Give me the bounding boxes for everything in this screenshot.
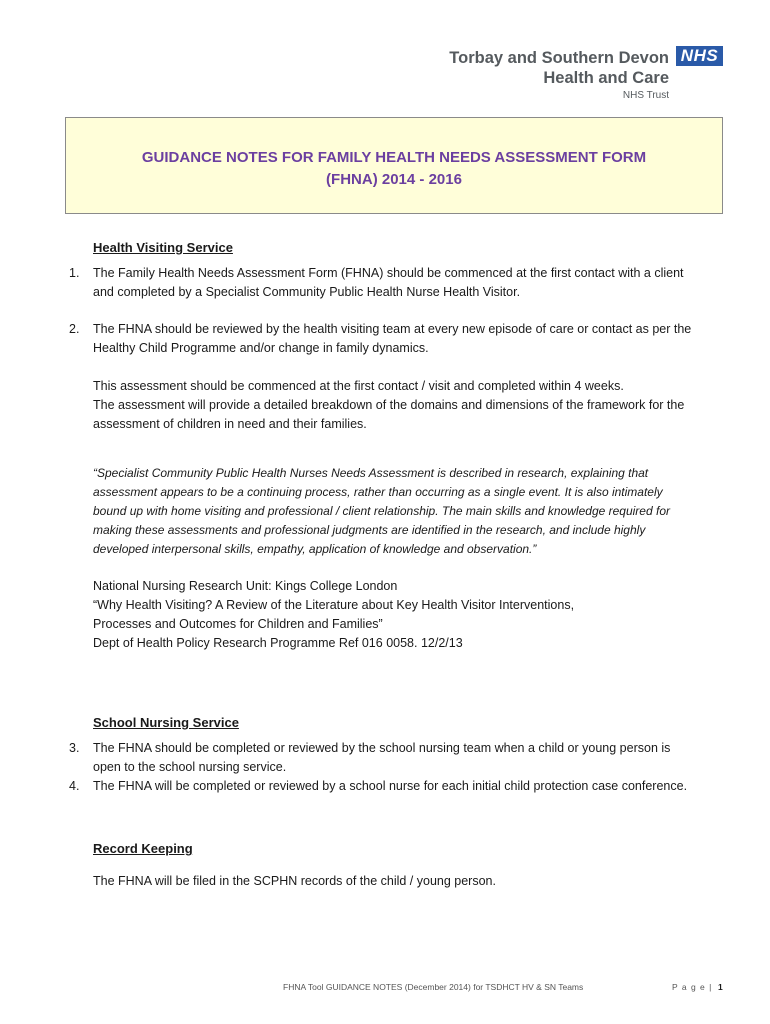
item-1-line-2: and completed by a Specialist Community Public Health Nurse Health Visitor. bbox=[93, 285, 521, 299]
record-keeping-text: The FHNA will be filed in the SCPHN records of the child / young person. bbox=[93, 874, 496, 888]
quote-line-5: developed interpersonal skills, empathy, application of knowledge and observation.” bbox=[93, 542, 537, 556]
section-heading-record-keeping: Record Keeping bbox=[93, 841, 193, 856]
item-number-1: 1. bbox=[69, 266, 80, 280]
quote-line-4: making these assessments and professional judgments are identified in the research, and include highly bbox=[93, 523, 646, 537]
assessment-para-line-1: This assessment should be commenced at the first contact / visit and completed within 4 weeks. bbox=[93, 379, 624, 393]
assessment-para-line-3: assessment of children in need and their families. bbox=[93, 417, 367, 431]
page-number: 1 bbox=[718, 982, 723, 992]
item-4-line-1: The FHNA will be completed or reviewed by a school nurse for each initial child protection case conference. bbox=[93, 779, 688, 793]
item-number-3: 3. bbox=[69, 741, 80, 755]
logo-line-3: NHS Trust bbox=[622, 90, 669, 101]
quote-line-3: bound up with home visiting and professional / client relationship. The main skills and knowledge required for bbox=[93, 504, 670, 518]
document-title-line-1: GUIDANCE NOTES FOR FAMILY HEALTH NEEDS ASSESSMENT FORM bbox=[141, 149, 647, 166]
item-2-line-1: The FHNA should be reviewed by the health visiting team at every new episode of care or contact as per the bbox=[93, 322, 692, 336]
section-heading-school-nursing: School Nursing Service bbox=[93, 715, 239, 730]
nhs-logo-badge: NHS bbox=[676, 46, 723, 66]
item-2-line-2: Healthy Child Programme and/or change in family dynamics. bbox=[93, 341, 429, 355]
item-3-line-2: open to the school nursing service. bbox=[93, 760, 287, 774]
citation-line-3: Processes and Outcomes for Children and Families” bbox=[93, 617, 383, 631]
footer-text: FHNA Tool GUIDANCE NOTES (December 2014) for TSDHCT HV & SN Teams bbox=[283, 982, 584, 992]
assessment-para-line-2: The assessment will provide a detailed breakdown of the domains and dimensions of the framework for the bbox=[93, 398, 685, 412]
item-number-4: 4. bbox=[69, 779, 80, 793]
quote-line-1: “Specialist Community Public Health Nurses Needs Assessment is described in research, explaining that bbox=[93, 466, 649, 480]
section-heading-health-visiting: Health Visiting Service bbox=[93, 240, 233, 255]
title-box bbox=[65, 117, 723, 214]
item-3-line-1: The FHNA should be completed or reviewed by the school nursing team when a child or young person is bbox=[93, 741, 671, 755]
citation-line-4: Dept of Health Policy Research Programme Ref 016 0058. 12/2/13 bbox=[93, 636, 463, 650]
citation-line-1: National Nursing Research Unit: Kings College London bbox=[93, 579, 398, 593]
document-title-line-2: (FHNA) 2014 - 2016 bbox=[326, 171, 462, 188]
page-label: P a g e | bbox=[672, 982, 713, 992]
quote-line-2: assessment appears to be a continuing process, rather than occurring as a single event. It is also intimately bbox=[93, 485, 663, 499]
logo-line-2: Health and Care bbox=[543, 69, 669, 87]
item-1-line-1: The Family Health Needs Assessment Form (FHNA) should be commenced at the first contact with a client bbox=[93, 266, 684, 280]
logo-line-1: Torbay and Southern Devon bbox=[449, 49, 669, 67]
item-number-2: 2. bbox=[69, 322, 80, 336]
citation-line-2: “Why Health Visiting? A Review of the Literature about Key Health Visitor Interventions, bbox=[93, 598, 575, 612]
